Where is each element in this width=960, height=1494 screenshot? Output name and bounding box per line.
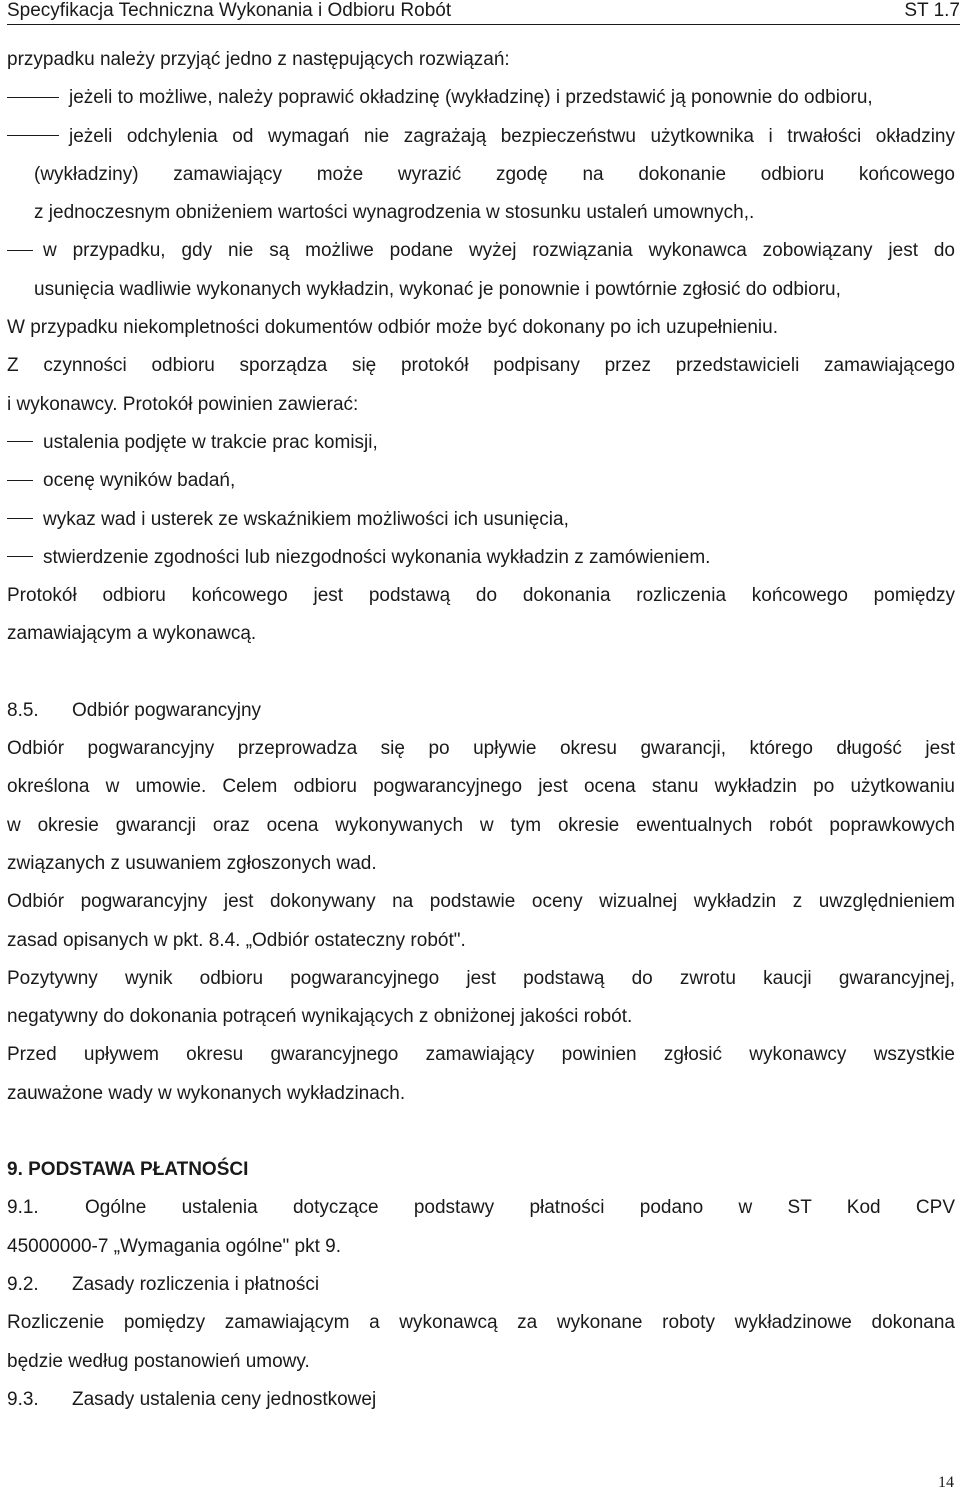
dash-bullet-icon [7,556,33,557]
dash-bullet-icon [7,480,33,481]
section-number: 9.2. [7,1273,39,1295]
paragraph-line: Rozliczenie pomiędzy zamawiającym a wykonawcą za wykonane roboty wykładzinowe dokonana [7,1312,955,1334]
dash-bullet-icon [7,518,33,519]
dash-bullet-icon [7,250,33,251]
dash-bullet-icon [7,441,33,442]
page-number: 14 [938,1474,954,1491]
paragraph-line: Odbiór pogwarancyjny przeprowadza się po upływie okresu gwarancji, którego długość jest [7,738,955,760]
section-title: Odbiór pogwarancyjny [72,699,262,721]
header-code: ST 1.7 [904,0,960,21]
document-body [7,41,955,1419]
list-item: jeżeli to możliwe, należy poprawić okładzinę (wykładzinę) i przedstawić ją ponownie do odbioru, [7,79,955,117]
header-title: Specyfikacja Techniczna Wykonania i Odbioru Robót [7,0,452,21]
section-heading-9: 9. PODSTAWA PŁATNOŚCI [7,1159,249,1181]
section-heading-9-2 [7,1266,955,1304]
list-item: ustalenia podjęte w trakcie prac komisji, [7,424,955,462]
section-heading-9-3 [7,1381,955,1419]
paragraph-line: Przed upływem okresu gwarancyjnego zamawiający powinien zgłosić wykonawcy wszystkie [7,1044,955,1066]
section-title: Zasady ustalenia ceny jednostkowej [72,1388,377,1410]
paragraph-line: Pozytywny wynik odbioru pogwarancyjnego jest podstawą do zwrotu kaucji gwarancyjnej, [7,967,955,989]
list-item: w przypadku, gdy nie są możliwe podane wyżej rozwiązania wykonawca zobowiązany jest do [7,232,955,270]
section-title: Zasady rozliczenia i płatności [72,1273,320,1295]
paragraph-line: w okresie gwarancji oraz ocena wykonywanych w tym okresie ewentualnych robót poprawkowych [7,814,955,836]
paragraph-line: 45000000-7 „Wymagania ogólne" pkt 9. [7,1235,342,1257]
section-number: 8.5. [7,699,39,721]
dash-bullet-icon [7,97,59,98]
list-item-continuation: (wykładziny) zamawiający może wyrazić zgodę na dokonanie odbioru końcowego [34,163,955,185]
page-header [7,0,960,25]
section-heading-9-1 [7,1189,955,1227]
paragraph-line: zasad opisanych w pkt. 8.4. „Odbiór ostateczny robót". [7,929,466,951]
list-item-continuation: z jednoczesnym obniżeniem wartości wynagrodzenia w stosunku ustaleń umownych,. [34,202,755,224]
paragraph-line: Odbiór pogwarancyjny jest dokonywany na podstawie oceny wizualnej wykładzin z uwzględnieniem [7,891,955,913]
paragraph-line: określona w umowie. Celem odbioru pogwarancyjnego jest ocena stanu wykładzin po użytkowaniu [7,776,955,798]
paragraph-line: związanych z usuwaniem zgłoszonych wad. [7,852,377,874]
list-item: ocenę wyników badań, [7,462,955,500]
paragraph-line: Z czynności odbioru sporządza się protokół podpisany przez przedstawicieli zamawiającego [7,355,955,377]
paragraph-line: zauważone wady w wykonanych wykładzinach. [7,1082,406,1104]
paragraph-line: W przypadku niekompletności dokumentów odbiór może być dokonany po ich uzupełnieniu. [7,317,778,339]
dash-bullet-icon [7,135,59,136]
section-heading-8-5 [7,692,955,730]
list-item: stwierdzenie zgodności lub niezgodności wykonania wykładzin z zamówieniem. [7,539,955,577]
paragraph-line: będzie według postanowień umowy. [7,1350,310,1372]
list-item-continuation: usunięcia wadliwie wykonanych wykładzin, wykonać je ponownie i powtórnie zgłosić do odbioru, [34,278,841,300]
paragraph-line: negatywny do dokonania potrąceń wynikających z obniżonej jakości robót. [7,1006,633,1028]
section-text: Ogólne ustalenia dotyczące podstawy płatności podano w ST Kod CPV [85,1197,955,1219]
paragraph-line: i wykonawcy. Protokół powinien zawierać: [7,393,359,415]
section-number: 9.1. [7,1197,39,1219]
section-number: 9.3. [7,1388,39,1410]
list-item: wykaz wad i usterek ze wskaźnikiem możliwości ich usunięcia, [7,501,955,539]
paragraph-line: Protokół odbioru końcowego jest podstawą do dokonania rozliczenia końcowego pomiędzy [7,585,955,607]
list-item: jeżeli odchylenia od wymagań nie zagrażają bezpieczeństwu użytkownika i trwałości okładziny [7,118,955,156]
paragraph-line: przypadku należy przyjąć jedno z następujących rozwiązań: [7,49,510,70]
paragraph-line: zamawiającym a wykonawcą. [7,623,257,645]
